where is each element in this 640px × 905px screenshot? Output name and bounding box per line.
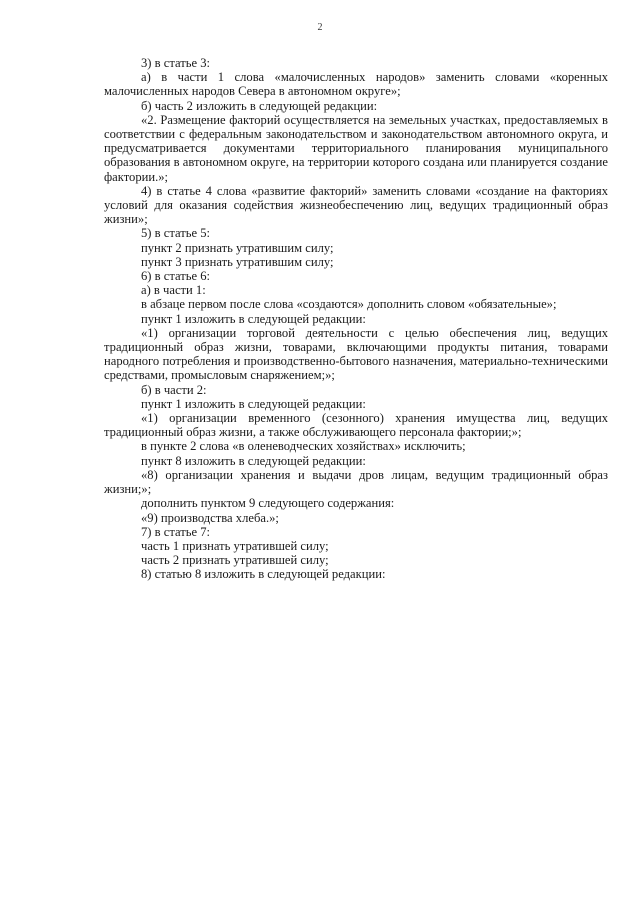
paragraph: «2. Размещение факторий осуществляется на земельных участках, предоставляемых в соответствии с федеральным законодательством и законодательством автономного округа, и предусматривается документами территориального планирования муниципального образования в автономном округе, на территории которого создана или планируется создание фактории.»; [104,112,608,184]
paragraph: б) часть 2 изложить в следующей редакции: [141,98,378,113]
paragraph: 8) статью 8 изложить в следующей редакции: [141,567,386,582]
document-body [104,56,608,582]
paragraph: пункт 2 признать утратившим силу; [141,240,334,255]
paragraph: «1) организации временного (сезонного) хранения имущества лиц, ведущих традиционный образ жизни, а также обслуживающего персонала фактории;»; [104,411,608,440]
paragraph: 7) в статье 7: [141,524,211,539]
paragraph: пункт 3 признать утратившим силу; [141,254,334,269]
paragraph: часть 1 признать утратившей силу; [141,538,329,553]
paragraph: в пункте 2 слова «в оленеводческих хозяйствах» исключить; [141,439,466,454]
paragraph: б) в части 2: [141,382,207,397]
paragraph: 4) в статье 4 слова «развитие факторий» заменить словами «создание на факториях условий для оказания содействия жизнеобеспечению лиц, ведущих традиционный образ жизни»; [104,183,608,227]
paragraph: 3) в статье 3: [141,56,211,70]
page-number: 2 [317,22,323,33]
paragraph: часть 2 признать утратившей силу; [141,553,329,568]
paragraph: «1) организации торговой деятельности с целью обеспечения лиц, ведущих традиционный образ жизни, товарами, включающими продукты питания, товарами народного потребления и производственно-бытового назначения, материально-техническими средствами, промысловым снаряжением;»; [104,325,608,383]
paragraph: а) в части 1 слова «малочисленных народов» заменить словами «коренных малочисленных народов Севера в автономном округе»; [104,70,608,99]
paragraph: 6) в статье 6: [141,269,211,284]
paragraph: а) в части 1: [141,283,206,298]
paragraph: пункт 8 изложить в следующей редакции: [141,453,366,468]
paragraph: «9) производства хлеба.»; [141,510,279,525]
paragraph: «8) организации хранения и выдачи дров лицам, ведущим традиционный образ жизни;»; [104,467,608,497]
paragraph: пункт 1 изложить в следующей редакции: [141,396,366,411]
paragraph: 5) в статье 5: [141,226,211,241]
paragraph: пункт 1 изложить в следующей редакции: [141,311,366,326]
paragraph: в абзаце первом после слова «создаются» дополнить словом «обязательные»; [141,297,557,312]
paragraph: дополнить пунктом 9 следующего содержания: [141,496,395,511]
